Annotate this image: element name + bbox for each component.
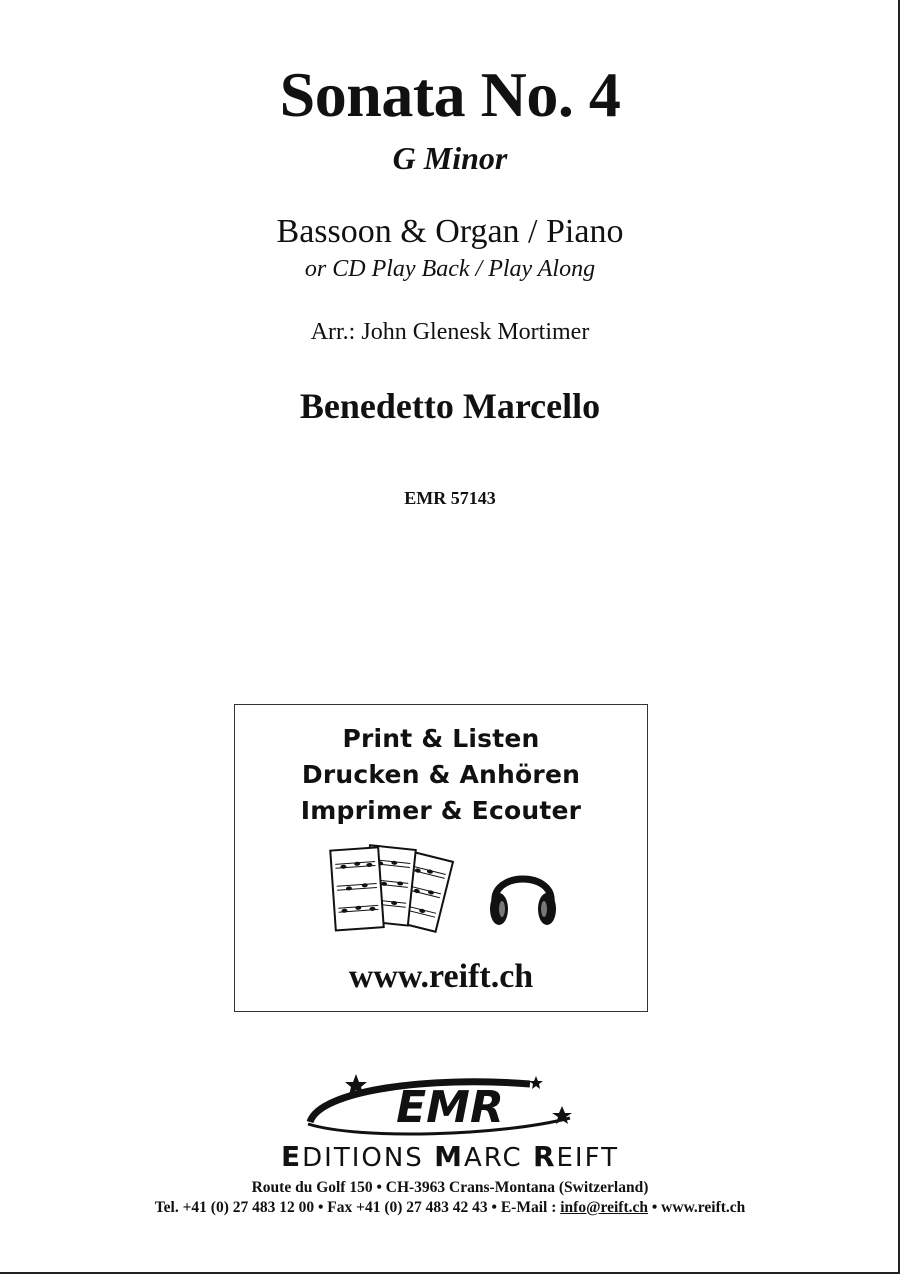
publisher-name	[0, 1142, 900, 1173]
print-listen-box	[234, 704, 648, 1012]
promo-line-en: Print & Listen	[342, 724, 540, 753]
promo-website: www.reift.ch	[348, 958, 534, 995]
emr-logo-text: EMR	[396, 1082, 504, 1133]
alternative-accompaniment: or CD Play Back / Play Along	[304, 256, 596, 282]
email-link[interactable]: info@reift.ch	[560, 1199, 648, 1216]
arranger: Arr.: John Glenesk Mortimer	[310, 319, 590, 345]
publisher-name-cap-3: R	[532, 1140, 557, 1173]
publisher-name-rest-3: EIFT	[556, 1143, 619, 1173]
headphones-icon	[485, 855, 561, 935]
key-subtitle: G Minor	[392, 140, 508, 176]
promo-line-de: Drucken & Anhören	[301, 760, 581, 789]
publisher-name-cap-2: M	[434, 1140, 464, 1173]
contact-website: • www.reift.ch	[648, 1199, 746, 1216]
publisher-name-rest-2: ARC	[463, 1143, 533, 1173]
publisher-address: Route du Golf 150 • CH-3963 Crans-Montana (Switzerland)	[251, 1179, 649, 1196]
page-title: Sonata No. 4	[279, 59, 621, 130]
sheet-music-icon	[325, 839, 455, 945]
catalog-number: EMR 57143	[404, 488, 496, 508]
publisher-name-rest-1: DITIONS	[302, 1143, 435, 1173]
instrumentation: Bassoon & Organ / Piano	[276, 213, 624, 250]
publisher-contact	[0, 1198, 900, 1218]
contact-phone-fax: Tel. +41 (0) 27 483 12 00 • Fax +41 (0) 27 483 42 43 • E-Mail :	[154, 1199, 561, 1216]
composer: Benedetto Marcello	[299, 386, 601, 426]
promo-line-fr: Imprimer & Ecouter	[300, 796, 582, 825]
emr-logo	[300, 1070, 600, 1140]
publisher-name-cap-1: E	[281, 1140, 303, 1173]
